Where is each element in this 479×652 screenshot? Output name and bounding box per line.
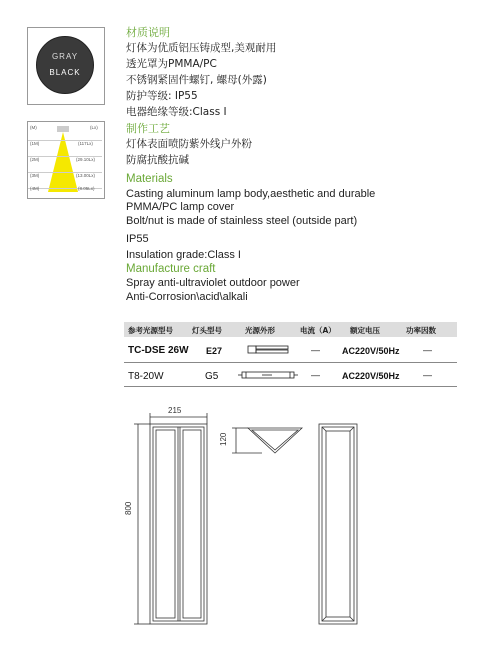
lux-distance: (M) (30, 125, 37, 130)
table-cell-model: T8-20W (128, 371, 164, 382)
cap-view-drawing (232, 428, 302, 453)
lux-value: (8.05Lx) (78, 186, 95, 191)
table-header-cell: 额定电压 (350, 326, 380, 335)
zh-craft-title: 制作工艺 (126, 122, 170, 135)
table-cell-pf: — (423, 345, 432, 355)
badge-gray-label: GRAY (51, 52, 79, 61)
table-cell-current: — (311, 345, 320, 355)
badge-black-label: BLACK (49, 68, 81, 77)
table-cell-base: G5 (205, 371, 219, 382)
table-cell-model: TC-DSE 26W (128, 345, 189, 356)
en-materials-line: Casting aluminum lamp body,aesthetic and durable (126, 188, 376, 200)
lux-value: (Lx) (90, 125, 98, 130)
lux-distance: (1M) (30, 141, 40, 146)
lux-value: (117Lx) (78, 141, 93, 146)
zh-craft-line: 防腐抗酸抗碱 (126, 154, 189, 166)
lux-distance: (2M) (30, 157, 40, 162)
en-craft-line: Spray anti-ultraviolet outdoor power (126, 277, 300, 289)
table-header-cell: 功率因数 (406, 326, 436, 335)
zh-material-line: 电器绝缘等级:Class I (126, 106, 227, 118)
lux-distance: (3M) (30, 173, 40, 178)
en-materials-line: Insulation grade:Class I (126, 249, 241, 261)
table-cell-current: — (311, 370, 320, 380)
en-materials-title: Materials (126, 173, 173, 185)
zh-material-line: 防护等级: IP55 (126, 90, 198, 102)
zh-material-line: 灯体为优质铝压铸成型,美观耐用 (126, 42, 277, 54)
table-header-cell: 电流（A） (300, 326, 336, 335)
dimension-cap-height: 120 (219, 432, 228, 446)
side-view-drawing (319, 424, 357, 624)
table-header-cell: 光源外形 (245, 326, 275, 335)
en-materials-line: Bolt/nut is made of stainless steel (outside part) (126, 215, 358, 227)
table-cell-base: E27 (206, 346, 223, 356)
table-cell-voltage: AC220V/50Hz (342, 371, 400, 381)
zh-material-line: 不锈钢紧固件螺钉, 螺母(外露) (126, 74, 267, 86)
en-materials-line: PMMA/PC lamp cover (126, 201, 235, 213)
en-materials-line: IP55 (126, 233, 149, 245)
lux-distance: (4M) (30, 186, 40, 191)
dimension-width: 215 (168, 406, 182, 415)
en-craft-line: Anti-Corrosion\acid\alkali (126, 291, 248, 303)
lux-value: (29.10Lx) (76, 157, 96, 162)
zh-craft-line: 灯体表面喷防紫外线户外粉 (126, 138, 252, 150)
dimension-height: 800 (124, 501, 133, 515)
table-header-cell: 灯头型号 (192, 326, 222, 335)
zh-material-line: 透光罩为PMMA/PC (126, 58, 217, 70)
lux-value: (13.00Lx) (76, 173, 96, 178)
en-craft-title: Manufacture craft (126, 263, 216, 275)
table-header-cell: 参考光源型号 (128, 326, 173, 335)
front-view-drawing (134, 413, 207, 624)
table-cell-pf: — (423, 370, 432, 380)
zh-material-title: 材质说明 (126, 26, 170, 39)
table-cell-voltage: AC220V/50Hz (342, 346, 400, 356)
